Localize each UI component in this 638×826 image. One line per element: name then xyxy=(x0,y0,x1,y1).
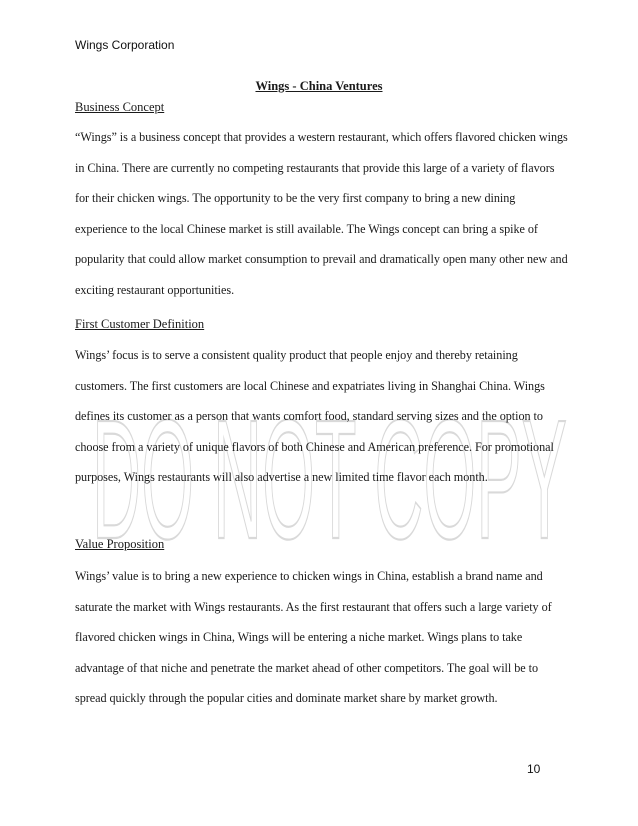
section-body-first-customer-definition: Wings’ focus is to serve a consistent quality product that people enjoy and thereby retaining customers. The first customers are local Chinese and expatriates living in Shanghai China. Wings defines its customer as a person that wants comfort food, standard serving sizes and the option to choose from a variety of unique flavors of both Chinese and American preference. For promotional purposes, Wings restaurants will also advertise a new limited time flavor each month. xyxy=(75,348,554,484)
section-body-value-proposition: Wings’ value is to bring a new experience to chicken wings in China, establish a brand name and saturate the market with Wings restaurants. As the first restaurant that offers such a large variety of flavored chicken wings in China, Wings will be entering a niche market. Wings plans to take advantage of that niche and penetrate the market ahead of other competitors. The goal will be to spread quickly through the popular cities and dominate market share by market growth. xyxy=(75,569,552,705)
page-number: 10 xyxy=(527,762,541,776)
watermark-text: DO NOT COPY xyxy=(92,385,567,558)
section-body-business-concept: “Wings” is a business concept that provides a western restaurant, which offers flavored chicken wings in China. There are currently no competing restaurants that provide this large of a variety of flavors for their chicken wings. The opportunity to be the very first company to bring a new dining experience to the local Chinese market is still available. The Wings concept can bring a spike of popularity that could allow market consumption to prevail and dramatically open many other new and exciting restaurant opportunities. xyxy=(75,130,568,297)
running-header: Wings Corporation xyxy=(75,38,175,52)
section-heading-value-proposition: Value Proposition xyxy=(75,537,165,551)
document-title: Wings - China Ventures xyxy=(255,79,383,93)
section-heading-business-concept: Business Concept xyxy=(75,100,165,114)
section-heading-first-customer-definition: First Customer Definition xyxy=(75,317,205,331)
